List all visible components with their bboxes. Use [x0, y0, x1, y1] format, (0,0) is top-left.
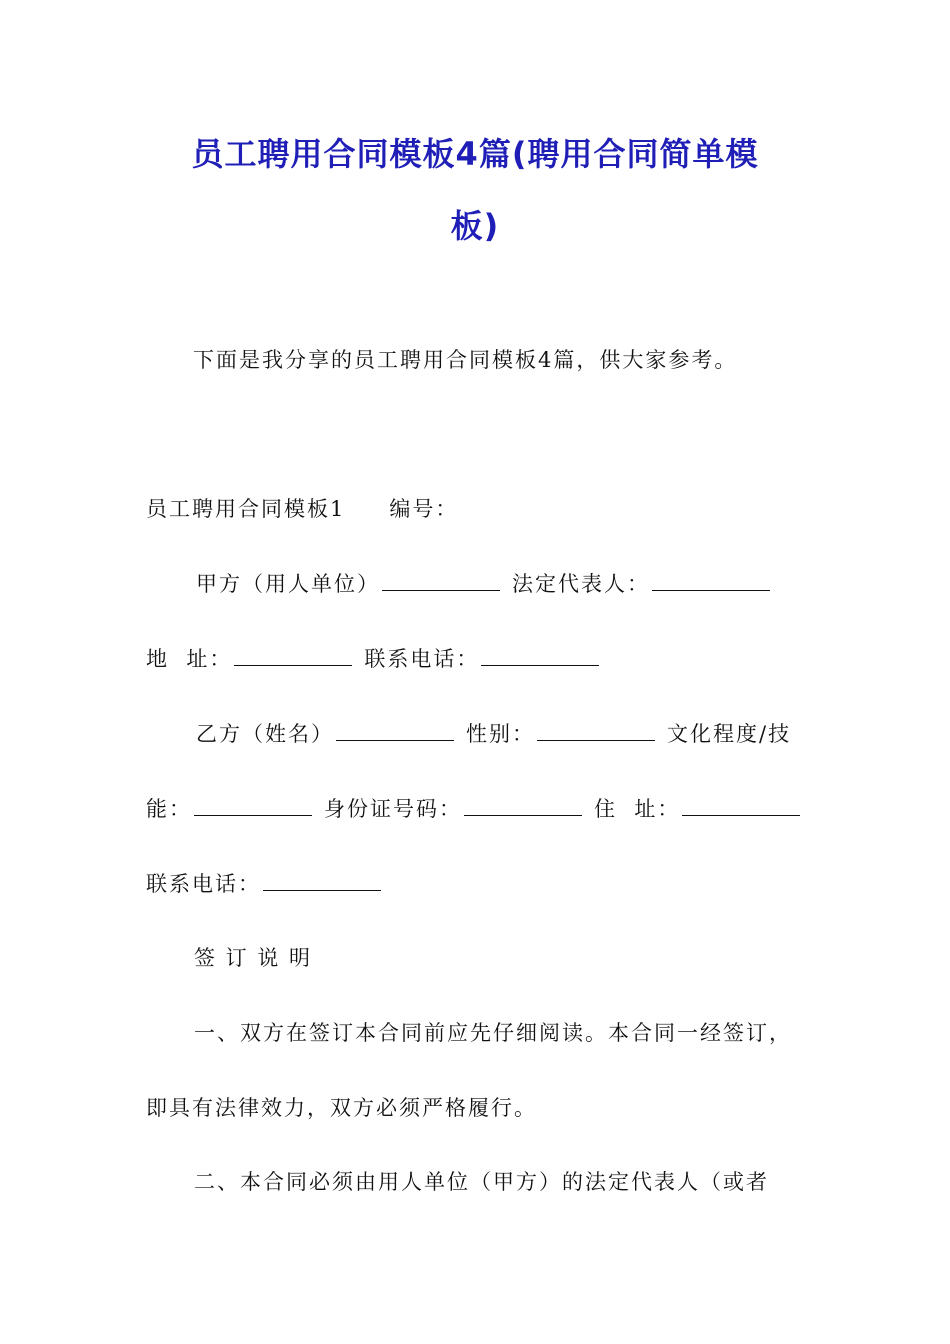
address-row	[146, 644, 601, 674]
phone-blank[interactable]	[481, 645, 599, 666]
id-blank[interactable]	[464, 795, 582, 816]
legal-rep-label: 法定代表人：	[512, 572, 650, 596]
document-title-line-2: 板)	[450, 207, 500, 245]
gender-label: 性别：	[466, 722, 535, 746]
party-b-label: 乙方（姓名）	[196, 722, 334, 746]
document-title-line-1: 员工聘用合同模板4篇(聘用合同简单模	[191, 135, 759, 173]
contract-number-label: 编号：	[389, 497, 459, 521]
contract-heading: 员工聘用合同模板1	[146, 497, 346, 521]
phone-b-blank[interactable]	[263, 870, 381, 891]
party-b-blank[interactable]	[336, 720, 454, 741]
clause-1-line-2: 即具有法律效力，双方必须严格履行。	[146, 1096, 537, 1120]
phone-label-b: 联系电话：	[146, 872, 261, 896]
intro-paragraph: 下面是我分享的员工聘用合同模板4篇，供大家参考。	[193, 348, 738, 372]
id-label: 身份证号码：	[324, 797, 462, 821]
education-label-part1: 文化程度/技	[667, 722, 792, 746]
education-label-part2: 能：	[146, 797, 192, 821]
gender-blank[interactable]	[537, 720, 655, 741]
party-a-label: 甲方（用人单位）	[196, 572, 380, 596]
phone-b-row	[146, 869, 383, 899]
contract-heading-row	[146, 494, 458, 524]
phone-label: 联系电话：	[364, 647, 480, 671]
party-a-row	[196, 569, 772, 599]
address-label: 地 址：	[146, 647, 233, 671]
residence-blank[interactable]	[682, 795, 800, 816]
education-blank[interactable]	[194, 795, 312, 816]
clause-1-line-1: 一、双方在签订本合同前应先仔细阅读。本合同一经签订，	[194, 1021, 792, 1045]
party-b-row	[196, 719, 791, 749]
party-a-blank[interactable]	[382, 570, 500, 591]
education-id-row	[146, 794, 802, 824]
clause-2-line-1: 二、本合同必须由用人单位（甲方）的法定代表人（或者	[194, 1170, 769, 1194]
address-blank[interactable]	[234, 645, 352, 666]
legal-rep-blank[interactable]	[652, 570, 770, 591]
signing-title: 签 订 说 明	[194, 946, 313, 970]
residence-label: 住 址：	[594, 797, 681, 821]
